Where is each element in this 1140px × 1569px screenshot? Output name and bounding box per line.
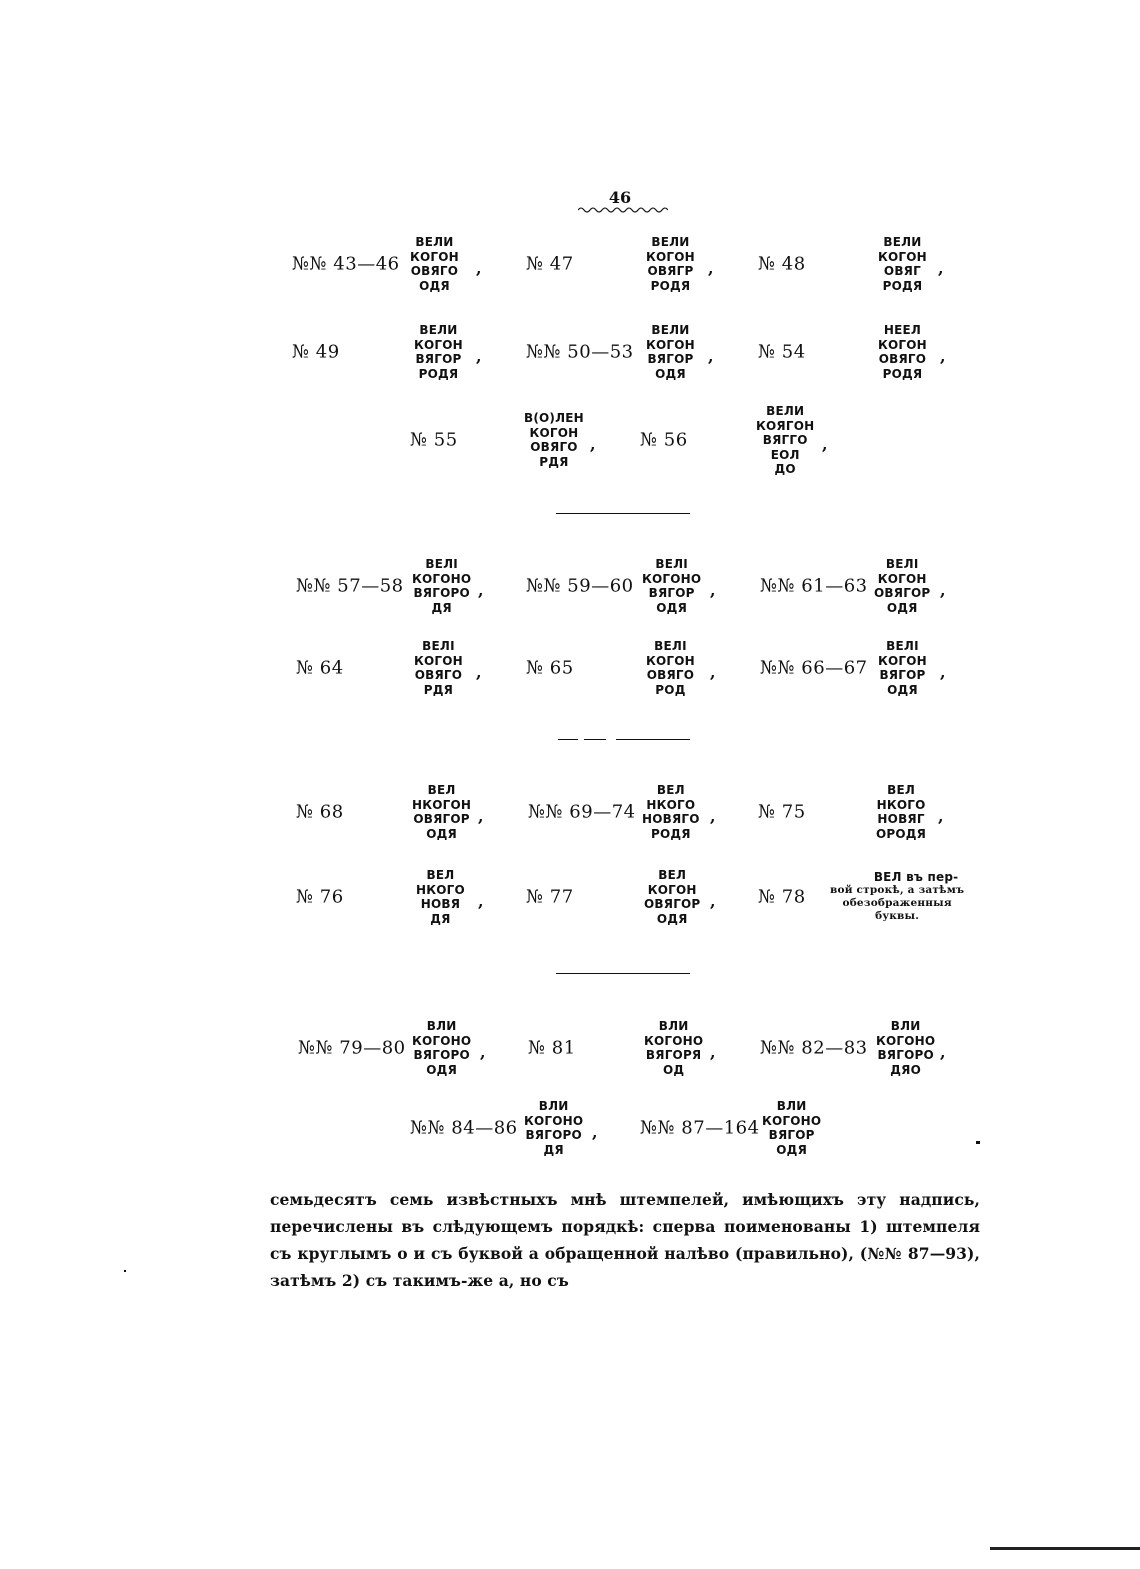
ink-speck [976, 1141, 980, 1144]
stamp-line: В(О)ЛЕН [524, 411, 584, 425]
stamp-inscription [414, 323, 463, 381]
stamp-line: КОГОН [878, 653, 927, 668]
stamp-inscription [876, 1019, 935, 1077]
stamp-inscription [646, 639, 695, 697]
stamp-line: ДЯО [890, 1062, 922, 1077]
entry-label: № 65 [526, 657, 574, 679]
entry-label: №№ 69—74 [528, 801, 636, 823]
entry-label: № 48 [758, 253, 806, 275]
stamp-line: РОДЯ [882, 366, 923, 381]
stamp-line: КОГОНО [524, 1113, 584, 1128]
section-divider [584, 739, 606, 740]
stamp-inscription [762, 1099, 821, 1157]
comma: , [940, 580, 946, 600]
stamp-line: ОДЯ [656, 600, 688, 615]
comma: , [480, 1042, 486, 1062]
stamp-line: ВЕЛ въ пер- [873, 870, 959, 884]
stamp-inscription [410, 235, 459, 293]
stamp-line: РОДЯ [650, 826, 691, 841]
stamp-inscription [414, 639, 463, 697]
stamp-line: ВЛИ [890, 1019, 921, 1033]
stamp-line: НКОГОН [412, 797, 472, 812]
stamp-line: ОДЯ [886, 600, 918, 615]
stamp-line: ВЕЛИ [651, 323, 690, 337]
stamp-line: ОВЯГОР [644, 897, 701, 911]
stamp-line: КОГОНО [412, 1033, 472, 1048]
stamp-line: РОДЯ [418, 366, 459, 381]
entry-label: №№ 84—86 [410, 1117, 518, 1139]
stamp-line: КОГОН [410, 249, 459, 264]
entry-label: № 56 [640, 429, 688, 451]
comma: , [710, 1042, 716, 1062]
comma: , [822, 434, 828, 454]
stamp-line: ВЯГОРО [525, 1128, 582, 1142]
catalog-entry [760, 1008, 960, 1088]
stamp-line: ВЕЛI [885, 557, 919, 571]
stamp-inscription [416, 868, 465, 926]
stamp-line: НОВЯГ [877, 812, 925, 826]
stamp-line: ВЕЛИ [651, 235, 690, 249]
stamp-inscription [878, 639, 927, 697]
stamp-line: КОГОНО [412, 571, 472, 586]
stamp-line: КОГОН [646, 249, 695, 264]
section-divider [558, 739, 578, 740]
stamp-line: ЕОЛ [770, 447, 800, 462]
stamp-line: КОГОН [877, 571, 927, 586]
stamp-line: ВЛИ [658, 1019, 689, 1033]
stamp-line: НЕЕЛ [883, 323, 922, 337]
stamp-line: ВЕЛИ [419, 323, 458, 337]
stamp-line: НКОГО [416, 882, 465, 897]
stamp-line: ВЯГОР [647, 352, 694, 366]
comma: , [938, 258, 944, 278]
comma: , [938, 806, 944, 826]
entry-label: № 77 [526, 886, 574, 908]
stamp-line: НОВЯГО [642, 812, 700, 826]
stamp-line: ВЕЛ [658, 868, 687, 882]
stamp-line: ВЕЛИ [766, 403, 805, 418]
catalog-entry [526, 857, 726, 937]
comma: , [940, 346, 946, 366]
comma: , [710, 806, 716, 826]
catalog-entry [410, 400, 610, 480]
stamp-line: ВЯГОР [415, 352, 462, 366]
stamp-line: КОГОНО [876, 1033, 936, 1048]
stamp-line: ДЯ [543, 1142, 564, 1157]
entry-label: №№ 66—67 [760, 657, 868, 679]
stamp-inscription [646, 323, 695, 381]
comma: , [708, 258, 714, 278]
stamp-line: ВЕЛI [425, 557, 458, 571]
stamp-line: ОДЯ [426, 826, 457, 841]
stamp-line: ОВЯГО [414, 668, 463, 682]
entry-label: №№ 43—46 [292, 253, 400, 275]
comma: , [710, 662, 716, 682]
stamp-line: ОВЯГОР [413, 812, 470, 826]
catalog-entry [640, 1088, 840, 1168]
stamp-line: ДЯ [431, 600, 452, 615]
stamp-line: ВЕЛ [887, 783, 916, 797]
tilde-ornament [578, 204, 668, 214]
stamp-line: ОВЯГР [647, 264, 694, 278]
stamp-line: ОВЯГО [530, 440, 578, 454]
stamp-line: РОДЯ [650, 278, 691, 293]
catalog-entry [296, 628, 496, 708]
comma: , [940, 662, 946, 682]
entry-label: № 75 [758, 801, 806, 823]
stamp-line: ВЕЛI [422, 639, 455, 653]
catalog-entry [526, 224, 726, 304]
entry-label: № 64 [296, 657, 344, 679]
stamp-line: ОВЯГО [410, 264, 459, 278]
catalog-entry [526, 312, 726, 392]
stamp-line: КОГОНО [762, 1113, 822, 1128]
stamp-inscription [878, 323, 927, 381]
stamp-line: РДЯ [423, 682, 454, 697]
entry-label: №№ 50—53 [526, 341, 634, 363]
stamp-line: КОГОН [646, 653, 695, 668]
entry-label: №№ 59—60 [526, 575, 634, 597]
stamp-line: обезображенныя [842, 897, 952, 909]
stamp-line: ОДЯ [419, 278, 450, 293]
stamp-line: ОВЯГ [883, 264, 921, 278]
stamp-inscription [524, 1099, 583, 1157]
entry-label: № 54 [758, 341, 806, 363]
stamp-line: ОДЯ [656, 911, 688, 926]
stamp-line: ОД [663, 1062, 685, 1077]
catalog-entry [758, 312, 958, 392]
entry-label: № 81 [528, 1037, 576, 1059]
stamp-line: ВЯГОРО [877, 1048, 934, 1062]
stamp-line: КОЯГОН [756, 418, 815, 433]
stamp-line: НКОГО [876, 797, 926, 812]
stamp-line: КОГОН [646, 337, 695, 352]
stamp-line: ОВЯГОР [874, 586, 931, 600]
catalog-entry [640, 400, 840, 480]
body-paragraph: семьдесятъ семь извѣстныхъ мнѣ штемпелей, имѣющихъ эту надпись, перечислены въ слѣдующемъ порядкѣ: сперва поименованы 1) штемпеля съ круглымъ о и съ буквой а обращенной налѣво (правильно), (№№ 87—93), затѣмъ 2) съ такимъ-же а, но съ [270, 1190, 980, 1290]
stamp-line: ОВЯГО [878, 352, 927, 366]
stamp-line: ВЛИ [776, 1099, 807, 1113]
scan-edge-line [990, 1547, 1140, 1550]
catalog-entry [526, 546, 726, 626]
stamp-inscription [830, 871, 964, 923]
stamp-line: ОРОДЯ [876, 826, 927, 841]
entry-label: №№ 57—58 [296, 575, 404, 597]
stamp-inscription [412, 783, 471, 841]
stamp-line: буквы. [875, 910, 920, 922]
stamp-line: КОГОН [878, 337, 927, 352]
stamp-line: ОВЯГО [646, 668, 695, 682]
stamp-line: ВЛИ [538, 1099, 569, 1113]
stamp-inscription [524, 411, 584, 469]
catalog-entry [296, 546, 496, 626]
stamp-line: КОГОН [414, 337, 463, 352]
stamp-line: КОГОН [647, 882, 697, 897]
comma: , [476, 258, 482, 278]
stamp-line: ОДЯ [887, 682, 918, 697]
catalog-entry [296, 857, 496, 937]
catalog-entry [758, 772, 958, 852]
stamp-line: ДЯ [430, 911, 451, 926]
catalog-entry [298, 1008, 498, 1088]
comma: , [710, 580, 716, 600]
stamp-line: ВЯГОР [648, 586, 695, 600]
stamp-line: ВЛИ [426, 1019, 457, 1033]
entry-label: № 49 [292, 341, 340, 363]
stamp-line: ВЕЛ [426, 868, 455, 882]
entry-label: №№ 87—164 [640, 1117, 760, 1139]
entry-label: №№ 79—80 [298, 1037, 406, 1059]
section-divider [556, 973, 690, 974]
catalog-entry [292, 312, 492, 392]
entry-label: № 47 [526, 253, 574, 275]
catalog-entry [528, 1008, 728, 1088]
comma: , [710, 891, 716, 911]
stamp-line: НКОГО [646, 797, 696, 812]
comma: , [478, 580, 484, 600]
entry-label: № 78 [758, 886, 806, 908]
stamp-inscription [642, 783, 700, 841]
entry-label: № 76 [296, 886, 344, 908]
stamp-line: КОГОН [414, 653, 463, 668]
comma: , [478, 891, 484, 911]
catalog-entry [760, 546, 960, 626]
stamp-line: ВЕЛI [655, 557, 688, 571]
stamp-inscription [644, 1019, 703, 1077]
stamp-line: ВЕЛИ [415, 235, 454, 249]
stamp-line: РДЯ [539, 454, 569, 469]
stamp-line: ВЕЛИ [883, 235, 922, 249]
comma: , [708, 346, 714, 366]
comma: , [590, 434, 596, 454]
comma: , [476, 346, 482, 366]
stamp-inscription [878, 235, 927, 293]
section-divider [556, 513, 690, 514]
stamp-line: ВЕЛ [427, 783, 456, 797]
catalog-entry [528, 772, 728, 852]
stamp-inscription [646, 235, 695, 293]
stamp-inscription [876, 783, 926, 841]
comma: , [940, 1042, 946, 1062]
section-divider [616, 739, 690, 740]
stamp-line: ВЕЛI [886, 639, 919, 653]
catalog-entry [758, 224, 958, 304]
stamp-line: вой строкѣ, а затѣмъ [830, 884, 965, 896]
stamp-line: РОДЯ [882, 278, 923, 293]
page-number: 46 [608, 188, 632, 207]
stamp-inscription [756, 404, 814, 477]
stamp-inscription [874, 557, 930, 615]
stamp-line: НОВЯ [420, 897, 461, 911]
stamp-inscription [412, 1019, 471, 1077]
stamp-line: ОДЯ [426, 1062, 458, 1077]
stamp-line: КОГОНО [644, 1033, 704, 1048]
stamp-line: ВЯГОРО [413, 1048, 470, 1062]
stamp-inscription [412, 557, 471, 615]
entry-label: № 55 [410, 429, 458, 451]
stamp-line: ВЕЛ [656, 783, 685, 797]
stamp-line: ВЯГОРО [413, 586, 470, 600]
stamp-line: КОГОНО [642, 571, 702, 586]
stamp-line: ВЯГОРЯ [645, 1048, 702, 1062]
stamp-line: ВЯГГО [762, 432, 808, 447]
stamp-line: КОГОН [529, 425, 579, 440]
stamp-line: КОГОН [878, 249, 927, 264]
stamp-inscription [644, 868, 700, 926]
comma: , [592, 1122, 598, 1142]
comma: , [476, 662, 482, 682]
catalog-entry [526, 628, 726, 708]
stamp-line: ОДЯ [776, 1142, 808, 1157]
catalog-entry [758, 857, 988, 937]
catalog-entry [410, 1088, 610, 1168]
catalog-entry [296, 772, 496, 852]
catalog-entry [292, 224, 492, 304]
entry-label: №№ 82—83 [760, 1037, 868, 1059]
stamp-line: ВЯГОР [879, 668, 926, 682]
stamp-line: ВЕЛI [654, 639, 687, 653]
entry-label: № 68 [296, 801, 344, 823]
stamp-line: ДО [774, 461, 796, 476]
stamp-inscription [642, 557, 701, 615]
stamp-line: ОДЯ [655, 366, 686, 381]
ink-speck [124, 1270, 126, 1272]
stamp-line: ВЯГОР [768, 1128, 815, 1142]
stamp-line: РОД [655, 682, 686, 697]
entry-label: №№ 61—63 [760, 575, 868, 597]
catalog-entry [760, 628, 960, 708]
comma: , [478, 806, 484, 826]
